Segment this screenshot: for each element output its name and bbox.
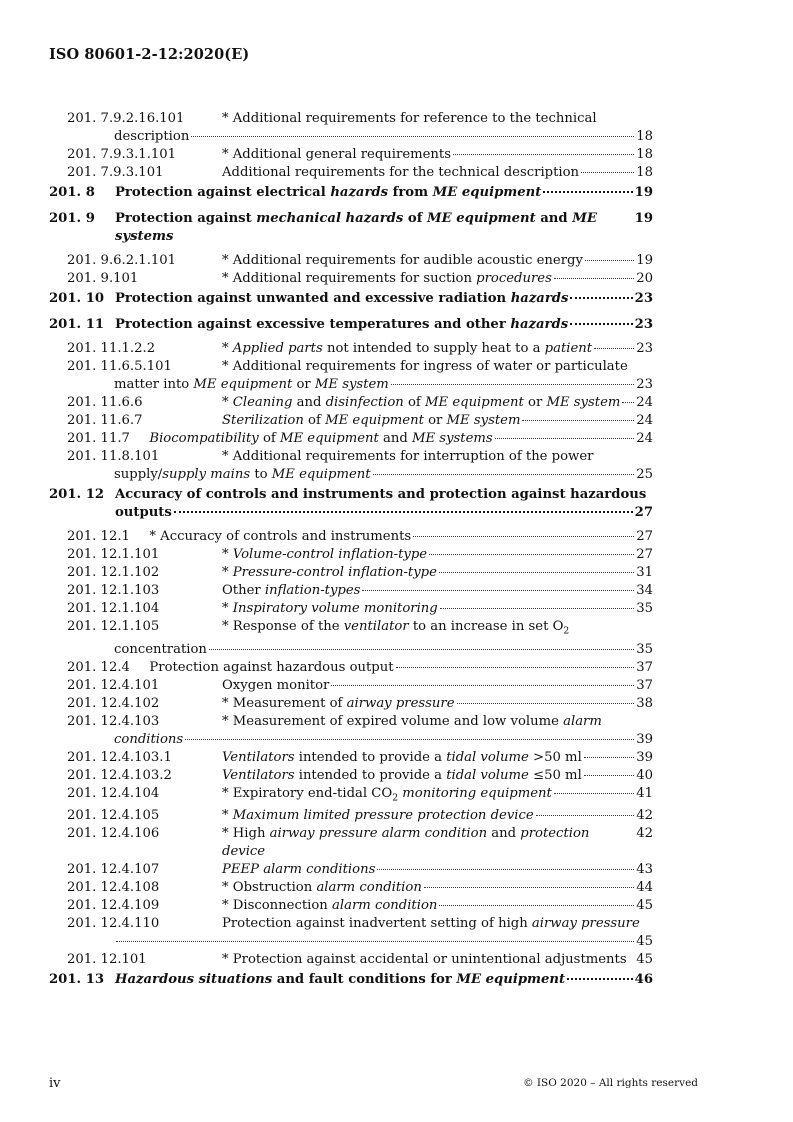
toc-entry-page: 35 bbox=[636, 641, 653, 657]
toc-entry[interactable] bbox=[67, 767, 653, 785]
toc-entry-number: 201. 12.4.106 bbox=[67, 826, 160, 842]
toc-entry[interactable] bbox=[67, 807, 653, 825]
dot-leader bbox=[362, 590, 634, 591]
toc-entry-number: 201. 9 bbox=[49, 211, 95, 226]
toc-entry-page: 19 bbox=[634, 211, 653, 226]
toc-entry-title: Protection against electrical hazards from ME equipment bbox=[115, 185, 542, 200]
dot-leader bbox=[457, 703, 635, 704]
toc-entry-title: * High airway pressure alarm condition and protection device bbox=[222, 826, 590, 860]
dot-leader bbox=[439, 905, 634, 906]
copyright-notice: © ISO 2020 – All rights reserved bbox=[523, 1077, 698, 1089]
toc-entry-number: 201. 12.4.103 bbox=[67, 713, 160, 729]
toc-entry-title: * Maximum limited pressure protection device bbox=[222, 808, 534, 824]
dot-leader bbox=[396, 667, 635, 668]
dot-leader bbox=[373, 474, 635, 475]
toc-entry-number: 201. 11.7 bbox=[67, 431, 130, 446]
toc-entry-number: 201. 12.1 bbox=[67, 529, 130, 544]
toc-entry-title: Protection against excessive temperatures and other hazards bbox=[115, 317, 569, 332]
dot-leader bbox=[377, 869, 634, 870]
toc-entry-number: 201. 12.4.107 bbox=[67, 862, 160, 878]
toc-entry-number: 201. 11 bbox=[49, 317, 105, 332]
toc-entry[interactable] bbox=[49, 316, 653, 334]
toc-entry-number: 201. 12.1.102 bbox=[67, 565, 160, 580]
dot-leader bbox=[594, 348, 634, 349]
toc-entry-number: 201. 12.4.101 bbox=[67, 677, 160, 693]
toc-entry-title: outputs bbox=[115, 505, 172, 520]
toc-entry-page: 45 bbox=[636, 952, 653, 968]
toc-entry-title: concentration bbox=[114, 641, 207, 657]
toc-entry-title: * Volume-control inflation-type bbox=[222, 547, 428, 562]
dot-leader bbox=[584, 775, 634, 776]
toc-entry-page: 40 bbox=[636, 767, 653, 783]
dot-leader bbox=[413, 536, 634, 537]
toc-entry-number: 201. 12.4.102 bbox=[67, 695, 160, 711]
dot-leader bbox=[554, 793, 634, 794]
toc-entry[interactable] bbox=[67, 713, 653, 749]
dot-leader bbox=[209, 649, 634, 650]
toc-entry-page: 24 bbox=[636, 431, 653, 446]
toc-entry-page: 23 bbox=[636, 377, 653, 392]
toc-entry-title: * Obstruction alarm condition bbox=[222, 880, 422, 896]
toc-entry-page: 43 bbox=[636, 862, 653, 878]
dot-leader bbox=[622, 402, 634, 403]
toc-entry[interactable] bbox=[49, 971, 653, 989]
toc-entry-page: 37 bbox=[636, 659, 653, 675]
toc-entry-title: conditions bbox=[114, 731, 184, 747]
toc-entry-title: Protection against inadvertent setting of high airway pressure bbox=[222, 916, 640, 932]
toc-entry-title: Other inflation-types bbox=[222, 583, 361, 598]
dot-leader bbox=[543, 191, 632, 193]
toc-entry-page: 23 bbox=[634, 291, 653, 306]
toc-entry-title: * Cleaning and disinfection of ME equipment or ME system bbox=[222, 395, 621, 410]
toc-entry-page: 35 bbox=[636, 601, 653, 616]
toc-entry-title: Biocompatibility of ME equipment and ME systems bbox=[149, 431, 493, 446]
page-number: iv bbox=[49, 1076, 61, 1091]
dot-leader bbox=[439, 572, 634, 573]
toc-entry[interactable] bbox=[67, 394, 653, 412]
dot-leader bbox=[429, 554, 634, 555]
toc-entry[interactable] bbox=[67, 618, 653, 659]
toc-entry-page: 24 bbox=[636, 413, 653, 428]
toc-entry-title: Sterilization of ME equipment or ME system bbox=[222, 413, 521, 428]
toc-entry-title: * Measurement of airway pressure bbox=[222, 695, 455, 711]
toc-entry-number: 201. 12 bbox=[49, 487, 105, 502]
dot-leader bbox=[453, 154, 634, 155]
toc-entry-title: * Inspiratory volume monitoring bbox=[222, 601, 438, 616]
toc-entry-number: 201. 12.4.104 bbox=[67, 785, 160, 801]
dot-leader bbox=[536, 815, 635, 816]
toc-entry-page: 45 bbox=[636, 934, 653, 950]
toc-entry-title: Protection against mechanical hazards of ME equipment and ME systems bbox=[115, 211, 597, 244]
toc-entry-number: 201. 12.4 bbox=[67, 659, 130, 675]
toc-entry-title: * Pressure-control inflation-type bbox=[222, 565, 437, 580]
toc-entry[interactable] bbox=[67, 785, 653, 808]
toc-entry-page: 46 bbox=[634, 972, 653, 988]
toc-entry-page: 19 bbox=[636, 253, 653, 268]
toc-entry-number: 201. 9.6.2.1.101 bbox=[67, 253, 177, 268]
toc-entry-number: 201. 12.4.105 bbox=[67, 808, 160, 824]
toc-entry[interactable] bbox=[67, 546, 653, 564]
toc-entry[interactable] bbox=[49, 486, 653, 522]
toc-entry-title: Ventilators intended to provide a tidal volume ≤50 ml bbox=[222, 767, 582, 783]
toc-entry[interactable] bbox=[67, 564, 653, 582]
dot-leader bbox=[424, 887, 634, 888]
toc-entry-page: 45 bbox=[636, 898, 653, 914]
toc-entry[interactable] bbox=[67, 340, 653, 358]
toc-entry[interactable] bbox=[67, 412, 653, 430]
toc-entry-number: 201. 11.8.101 bbox=[67, 449, 160, 464]
toc-entry-page: 34 bbox=[636, 583, 653, 598]
toc-entry[interactable] bbox=[67, 164, 653, 182]
toc-entry-page: 18 bbox=[636, 165, 653, 180]
toc-entry[interactable] bbox=[67, 528, 653, 546]
toc-entry[interactable] bbox=[67, 358, 653, 394]
toc-entry[interactable] bbox=[67, 749, 653, 767]
toc-entry-number: 201. 11.6.5.101 bbox=[67, 359, 172, 374]
toc-entry[interactable] bbox=[49, 210, 653, 246]
toc-entry-title: * Protection against accidental or unintentional adjustments bbox=[222, 952, 627, 968]
toc-entry-page: 18 bbox=[636, 129, 653, 144]
toc-entry-number: 201. 12.1.104 bbox=[67, 601, 160, 616]
toc-entry-page: 39 bbox=[636, 749, 653, 765]
dot-leader bbox=[331, 685, 634, 686]
toc-entry-number: 201. 12.4.108 bbox=[67, 880, 160, 896]
table-of-contents bbox=[49, 110, 653, 995]
toc-entry[interactable] bbox=[49, 184, 653, 202]
toc-entry[interactable] bbox=[67, 252, 653, 270]
toc-entry-title: Hazardous situations and fault conditions for ME equipment bbox=[115, 972, 566, 988]
toc-entry-number: 201. 12.4.109 bbox=[67, 898, 160, 914]
toc-entry-title: * Applied parts not intended to supply heat to a patient bbox=[222, 341, 593, 356]
toc-entry-number: 201. 12.4.110 bbox=[67, 916, 160, 932]
toc-entry-number: 201. 13 bbox=[49, 972, 105, 988]
dot-leader bbox=[584, 757, 634, 758]
toc-entry-title: Additional requirements for the technical description bbox=[222, 165, 580, 180]
toc-entry-title: Protection against unwanted and excessive radiation hazards bbox=[115, 291, 569, 306]
dot-leader bbox=[440, 608, 634, 609]
toc-entry[interactable] bbox=[67, 825, 653, 861]
toc-entry[interactable] bbox=[49, 290, 653, 308]
toc-entry-page: 42 bbox=[636, 808, 653, 824]
toc-entry[interactable] bbox=[67, 448, 653, 484]
toc-entry[interactable] bbox=[67, 270, 653, 288]
toc-entry-page: 19 bbox=[634, 185, 653, 200]
toc-entry-title: * Measurement of expired volume and low volume alarm bbox=[222, 713, 602, 729]
toc-entry-title: * Additional requirements for reference to the technical bbox=[222, 111, 597, 126]
dot-leader bbox=[174, 511, 633, 513]
toc-entry-page: 37 bbox=[636, 677, 653, 693]
toc-entry-number: 201. 8 bbox=[49, 185, 95, 200]
dot-leader bbox=[581, 172, 634, 173]
toc-entry-page: 31 bbox=[636, 565, 653, 580]
toc-entry-title: Ventilators intended to provide a tidal volume >50 ml bbox=[222, 749, 582, 765]
toc-entry-page: 27 bbox=[636, 529, 653, 544]
dot-leader bbox=[495, 438, 635, 439]
toc-entry-page: 23 bbox=[634, 317, 653, 332]
dot-leader bbox=[585, 260, 634, 261]
dot-leader bbox=[191, 136, 634, 137]
toc-entry[interactable] bbox=[67, 110, 653, 146]
dot-leader bbox=[185, 739, 634, 740]
toc-entry-number: 201. 7.9.3.1.101 bbox=[67, 147, 177, 162]
toc-entry-number: 201. 12.1.101 bbox=[67, 547, 160, 562]
dot-leader bbox=[522, 420, 634, 421]
toc-entry[interactable] bbox=[67, 430, 653, 448]
toc-entry-page: 38 bbox=[636, 695, 653, 711]
toc-entry-title: * Expiratory end-tidal $CO_2$ monitoring equipment bbox=[222, 785, 552, 804]
dot-leader bbox=[391, 384, 634, 385]
toc-entry-page: 42 bbox=[636, 826, 653, 842]
toc-entry[interactable] bbox=[67, 659, 653, 677]
toc-entry-title: description bbox=[114, 129, 190, 144]
toc-entry-page: 27 bbox=[636, 547, 653, 562]
toc-entry-page: 41 bbox=[636, 785, 653, 801]
toc-entry-number: 201. 7.9.3.101 bbox=[67, 165, 164, 180]
toc-entry-title: Accuracy of controls and instruments and protection against hazardous bbox=[115, 487, 647, 502]
toc-entry[interactable] bbox=[67, 146, 653, 164]
toc-entry-number: 201. 12.1.103 bbox=[67, 583, 160, 598]
dot-leader bbox=[570, 297, 632, 299]
toc-entry-number: 201. 12.4.103.2 bbox=[67, 767, 172, 783]
toc-entry-number: 201. 12.1.105 bbox=[67, 619, 160, 634]
toc-entry-page: 24 bbox=[636, 395, 653, 410]
toc-entry-number: 201. 9.101 bbox=[67, 271, 139, 286]
toc-entry-title: matter into ME equipment or ME system bbox=[114, 377, 389, 392]
dot-leader bbox=[554, 278, 634, 279]
toc-entry[interactable] bbox=[67, 695, 653, 713]
toc-entry-number: 201. 10 bbox=[49, 291, 105, 306]
toc-entry-page: 25 bbox=[636, 467, 653, 482]
toc-entry[interactable] bbox=[67, 951, 653, 969]
toc-entry-number: 201. 11.1.2.2 bbox=[67, 341, 156, 356]
toc-entry-title: * Response of the ventilator to an increase in set $O_2$ bbox=[222, 619, 570, 637]
toc-entry[interactable] bbox=[67, 879, 653, 897]
toc-entry[interactable] bbox=[67, 897, 653, 915]
toc-entry-page: 39 bbox=[636, 731, 653, 747]
toc-entry-number: 201. 11.6.6 bbox=[67, 395, 143, 410]
toc-entry-title: supply/supply mains to ME equipment bbox=[114, 467, 371, 482]
dot-leader bbox=[567, 978, 633, 980]
toc-entry[interactable] bbox=[67, 861, 653, 879]
toc-entry-number: 201. 11.6.7 bbox=[67, 413, 143, 428]
toc-entry-title: * Disconnection alarm condition bbox=[222, 898, 438, 914]
toc-entry-title: Oxygen monitor bbox=[222, 677, 330, 693]
toc-entry-number: 201. 12.101 bbox=[67, 952, 147, 968]
toc-entry-page: 27 bbox=[634, 505, 653, 520]
toc-entry-number: 201. 7.9.2.16.101 bbox=[67, 111, 185, 126]
toc-entry-title: * Additional requirements for audible acoustic energy bbox=[222, 253, 583, 268]
toc-entry-page: 44 bbox=[636, 880, 653, 896]
toc-entry-page: 23 bbox=[636, 341, 653, 356]
dot-leader bbox=[570, 323, 633, 325]
toc-entry-page: 18 bbox=[636, 147, 653, 162]
toc-entry-title: PEEP alarm conditions bbox=[222, 862, 376, 878]
toc-entry[interactable] bbox=[67, 582, 653, 600]
toc-entry-title: * Additional requirements for ingress of water or particulate bbox=[222, 359, 628, 374]
toc-entry-number: 201. 12.4.103.1 bbox=[67, 749, 172, 765]
toc-entry-page: 20 bbox=[636, 271, 653, 286]
toc-entry-title: * Additional requirements for suction procedures bbox=[222, 271, 552, 286]
toc-entry[interactable] bbox=[67, 677, 653, 695]
toc-entry-title: Protection against hazardous output bbox=[149, 659, 394, 675]
document-id-header: ISO 80601-2-12:2020(E) bbox=[49, 46, 250, 63]
toc-entry-title: * Additional general requirements bbox=[222, 147, 451, 162]
dot-leader bbox=[116, 941, 634, 942]
toc-entry-title: * Accuracy of controls and instruments bbox=[149, 529, 412, 544]
toc-entry-title: * Additional requirements for interruption of the power bbox=[222, 449, 594, 464]
toc-entry[interactable] bbox=[67, 915, 653, 951]
toc-entry[interactable] bbox=[67, 600, 653, 618]
